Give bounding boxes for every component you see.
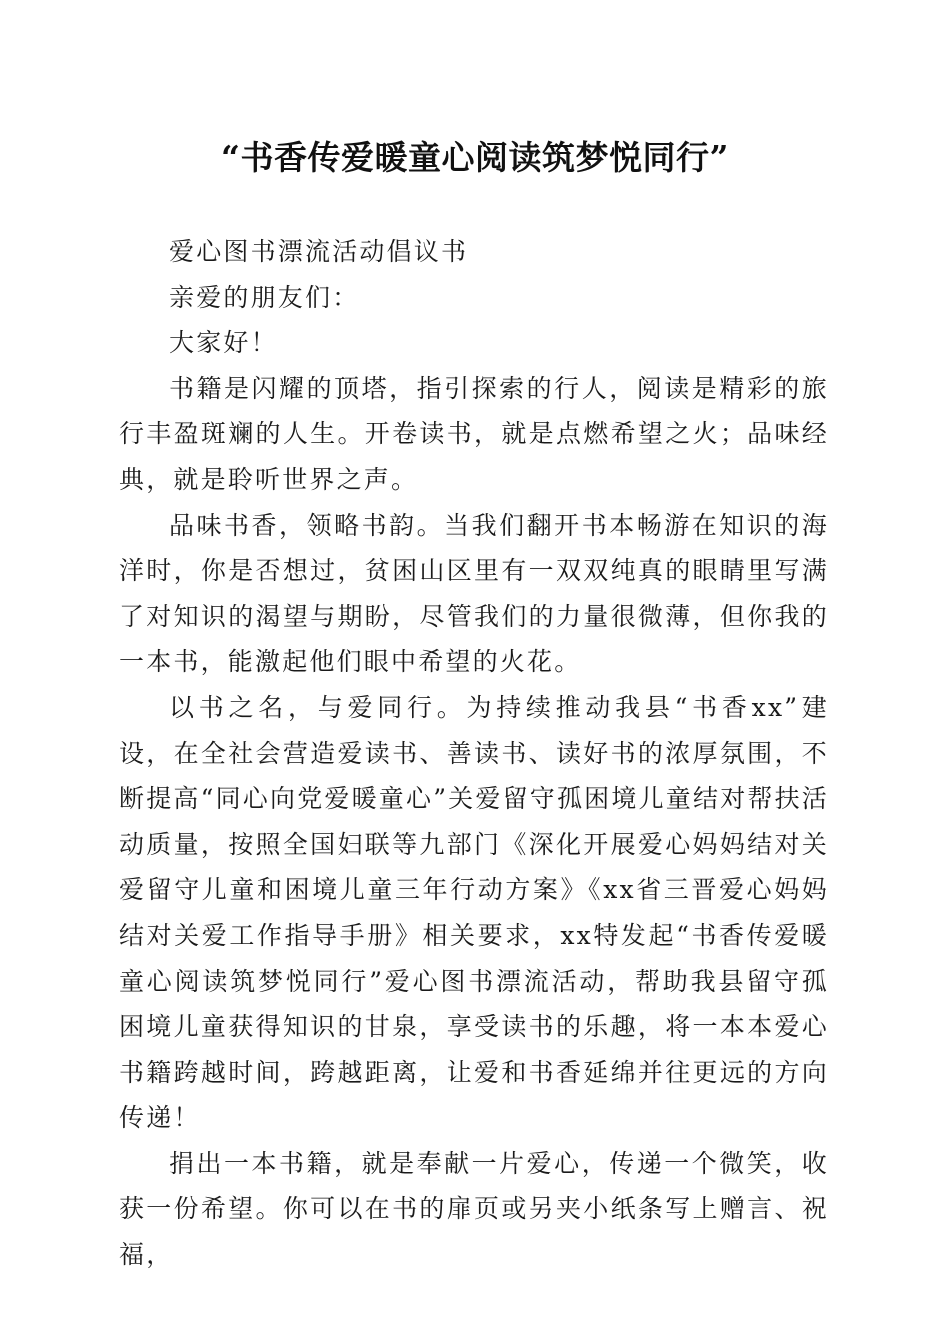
paragraph-salutation: 亲爱的朋友们：	[169, 282, 360, 312]
paragraph-donate: 捐出一本书籍，就是奉献一片爱心，传递一个微笑，收获一份希望。你可以在书的扉页或另夹小纸条写上赠言、祝福，	[119, 1148, 829, 1270]
paragraph-taste-books: 品味书香，领略书韵。当我们翻开书本畅游在知识的海洋时，你是否想过，贫困山区里有一双双纯真的眼睛里写满了对知识的渴望与期盼，尽管我们的力量很微薄，但你我的一本书，能激起他们眼中希望的火花。	[119, 510, 829, 677]
paragraph-greeting: 大家好！	[169, 328, 278, 358]
paragraph-books-intro: 书籍是闪耀的顶塔，指引探索的行人，阅读是精彩的旅行丰盈斑斓的人生。开卷读书，就是点燃希望之火；品味经典，就是聆听世界之声。	[119, 373, 829, 494]
paragraph-subtitle: 爱心图书漂流活动倡议书	[169, 237, 469, 266]
document-title: “书香传爱暖童心阅读筑梦悦同行”	[221, 138, 729, 177]
paragraph-activity-purpose: 以书之名，与爱同行。为持续推动我县“书香xx”建设，在全社会营造爱读书、善读书、读好书的浓厚氛围，不断提高“同心向党爱暖童心”关爱留守孤困境儿童结对帮扶活动质量，按照全国妇联等九部门《深化开展爱心妈妈结对关爱留守儿童和困境儿童三年行动方案》《xx省三晋爱心妈妈结对关爱工作指导手册》相关要求，xx特发起“书香传爱暖童心阅读筑梦悦同行”爱心图书漂流活动，帮助我县留守孤困境儿童获得知识的甘泉，享受读书的乐趣，将一本本爱心书籍跨越时间，跨越距离，让爱和书香延绵并往更远的方向传递！	[119, 692, 829, 1133]
document-body	[119, 229, 829, 1278]
